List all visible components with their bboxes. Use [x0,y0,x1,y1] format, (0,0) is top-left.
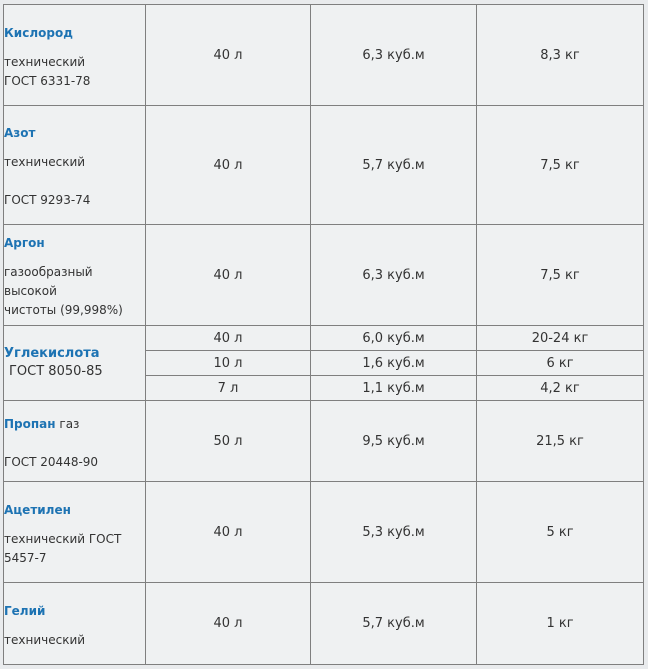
cylinder-volume: 40 л [146,482,311,583]
gas-description: технический [4,54,86,69]
gas-name: Гелий [4,603,46,618]
table-row [4,401,644,482]
gas-standard: ГОСТ 20448-90 [4,455,99,469]
table-row [4,5,644,106]
gas-mass: 8,3 кг [477,5,644,106]
gas-name-cell [4,225,146,326]
gas-mass: 7,5 кг [477,225,644,326]
gas-volume: 9,5 куб.м [311,401,477,482]
gas-mass: 5 кг [477,482,644,583]
gas-name-cell [4,5,146,106]
gas-description: газообразный высокой [4,265,93,298]
gas-standard: ГОСТ 9293-74 [4,193,91,207]
gas-name-cell [4,106,146,225]
gas-volume: 6,3 куб.м [311,5,477,106]
gas-name-cell [4,482,146,583]
cylinder-volume: 50 л [146,401,311,482]
table-row [4,225,644,326]
gas-name: Углекислота [4,345,100,361]
gas-volume: 6,3 куб.м [311,225,477,326]
gas-description: технический [4,155,86,169]
gas-mass: 7,5 кг [477,106,644,225]
gas-name: Кислород [4,25,73,40]
gas-name: Аргон [4,236,45,250]
table-row [4,106,644,225]
gas-volume: 1,1 куб.м [311,376,477,401]
gas-name-cell [4,401,146,482]
gas-mass: 20-24 кг [477,326,644,351]
gas-volume: 1,6 куб.м [311,351,477,376]
gas-standard: ГОСТ 6331-78 [4,73,91,88]
table-row [4,482,644,583]
gas-name-cell [4,326,146,401]
gas-standard: 5457-7 [4,550,47,565]
cylinder-volume: 40 л [146,326,311,351]
gas-name: Пропан [4,417,56,431]
gas-standard: чистоты (99,998%) [4,303,123,317]
gas-name-suffix: газ [59,417,80,431]
gas-volume: 5,7 куб.м [311,583,477,665]
cylinder-volume: 40 л [146,5,311,106]
gas-volume: 5,7 куб.м [311,106,477,225]
table-row [4,583,644,665]
gas-description: технический ГОСТ [4,531,122,546]
cylinder-volume: 40 л [146,106,311,225]
cylinder-volume: 40 л [146,583,311,665]
gas-description: технический [4,632,86,647]
cylinder-volume: 10 л [146,351,311,376]
gas-volume: 6,0 куб.м [311,326,477,351]
gas-mass: 1 кг [477,583,644,665]
gas-volume: 5,3 куб.м [311,482,477,583]
gas-name-cell [4,583,146,665]
table-row [4,326,644,351]
cylinder-volume: 7 л [146,376,311,401]
gas-mass: 21,5 кг [477,401,644,482]
gas-name: Азот [4,126,36,140]
gas-name: Ацетилен [4,502,71,517]
gas-standard: ГОСТ 8050-85 [9,363,103,379]
gas-mass: 6 кг [477,351,644,376]
gas-mass: 4,2 кг [477,376,644,401]
gas-cylinder-table [3,4,644,665]
cylinder-volume: 40 л [146,225,311,326]
